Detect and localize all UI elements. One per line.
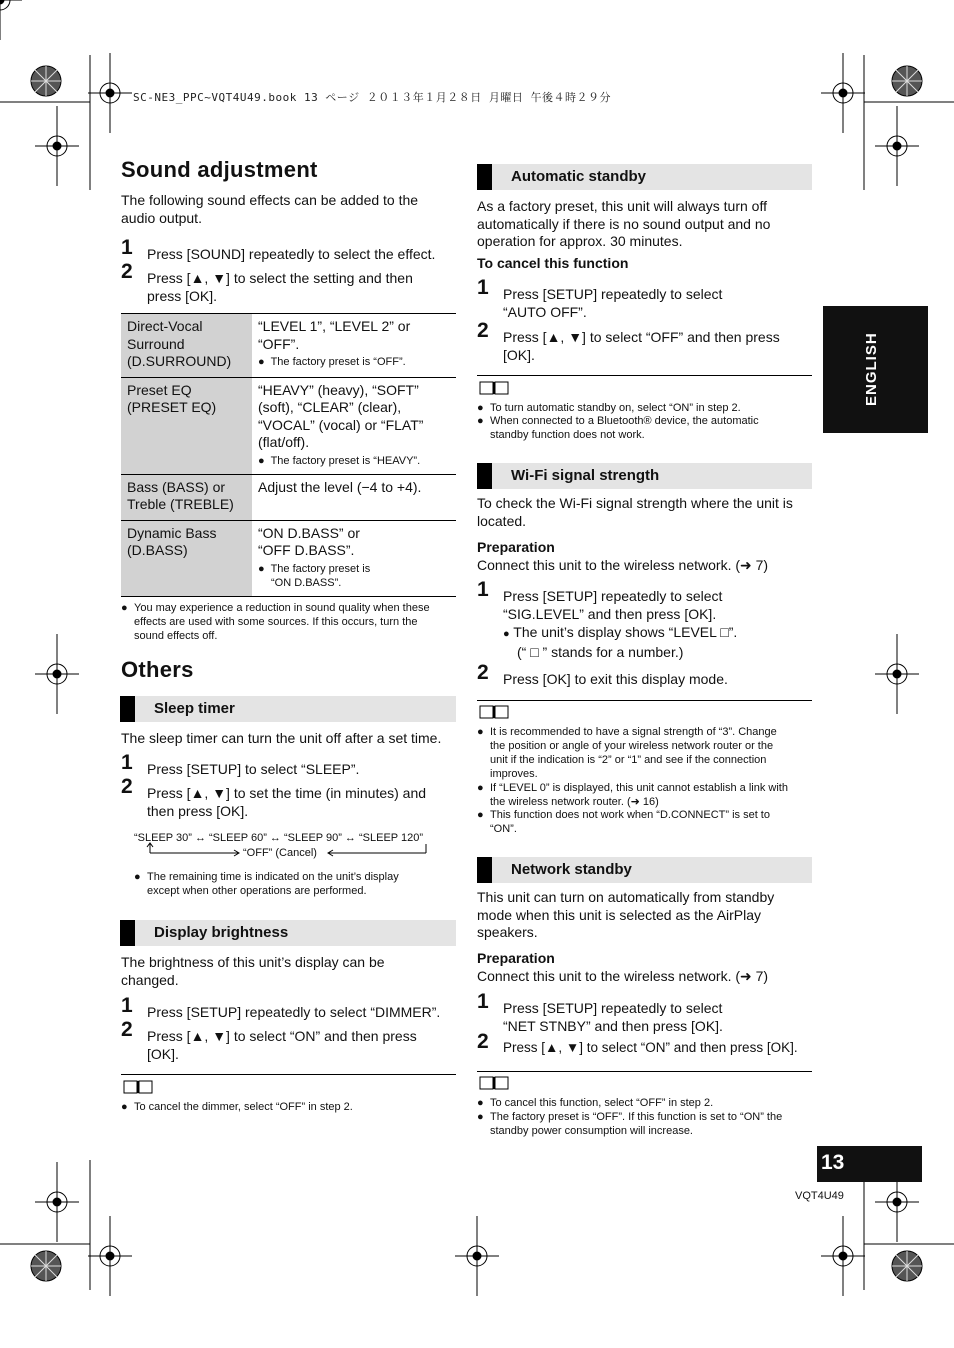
sleep-cycle-top: “SLEEP 30” ↔ “SLEEP 60” ↔ “SLEEP 90” ↔ “SLEEP 120”	[134, 832, 423, 844]
divider	[477, 1071, 812, 1072]
table-row: Direct-Vocal Surround (D.SURROUND) “LEVEL 1”, “LEVEL 2” or “OFF”. ● The factory preset is “OFF”.	[121, 314, 456, 378]
document-code: VQT4U49	[795, 1190, 844, 1202]
divider	[477, 700, 812, 701]
subheading-network-standby: Network standby	[477, 857, 812, 883]
divider	[121, 1074, 456, 1075]
network-preparation-label: Preparation	[477, 950, 555, 966]
sound-intro: The following sound effects can be added to the audio output.	[121, 192, 419, 226]
sound-effects-table	[121, 313, 456, 597]
table-row: Dynamic Bass (D.BASS) “ON D.BASS” or “OFF D.BASS”. ● The factory preset is “ON D.BASS”.	[121, 520, 456, 596]
wifi-intro: To check the Wi-Fi signal strength where the unit is located.	[477, 495, 793, 529]
sleep-intro: The sleep timer can turn the unit off after a set time.	[121, 730, 442, 746]
table-row: Bass (BASS) or Treble (TREBLE) Adjust the level (−4 to +4).	[121, 474, 456, 520]
memo-icon	[479, 381, 509, 395]
section-title-others: Others	[121, 657, 194, 682]
page-number: 13	[817, 1146, 922, 1182]
wifi-preparation-text: Connect this unit to the wireless network. (➜ 7)	[477, 557, 769, 573]
subheading-sleep-timer: Sleep timer	[120, 696, 456, 722]
language-tab: ENGLISH	[823, 306, 928, 433]
wifi-preparation-label: Preparation	[477, 539, 555, 555]
section-title-sound-adjustment: Sound adjustment	[121, 157, 318, 182]
display-intro: The brightness of this unit’s display can be changed.	[121, 954, 385, 988]
cancel-label: To cancel this function	[477, 255, 629, 271]
memo-icon	[479, 705, 509, 719]
subheading-automatic-standby: Automatic standby	[477, 164, 812, 190]
subheading-display-brightness: Display brightness	[120, 920, 456, 946]
print-header: SC-NE3_PPC~VQT4U49.book 13 ページ ２０１３年１月２８日 月曜日 午後４時２９分	[133, 91, 611, 104]
network-preparation-text: Connect this unit to the wireless network. (➜ 7)	[477, 968, 769, 984]
table-row: Preset EQ (PRESET EQ) “HEAVY” (heavy), “SOFT” (soft), “CLEAR” (clear), “VOCAL” (vocal) or “FLAT” (flat/off). ● The factory preset is “HEAVY”.	[121, 377, 456, 474]
memo-icon	[479, 1076, 509, 1090]
memo-icon	[123, 1080, 153, 1094]
network-standby-intro: This unit can turn on automatically from standby mode when this unit is selected as the AirPlay speakers.	[477, 889, 775, 940]
sleep-cycle-off: “OFF” (Cancel)	[243, 847, 317, 859]
divider	[477, 375, 812, 376]
subheading-wifi-signal-strength: Wi-Fi signal strength	[477, 463, 812, 489]
auto-standby-intro: As a factory preset, this unit will always turn off automatically if there is no sound output and no operation for approx. 30 minutes.	[477, 198, 771, 249]
